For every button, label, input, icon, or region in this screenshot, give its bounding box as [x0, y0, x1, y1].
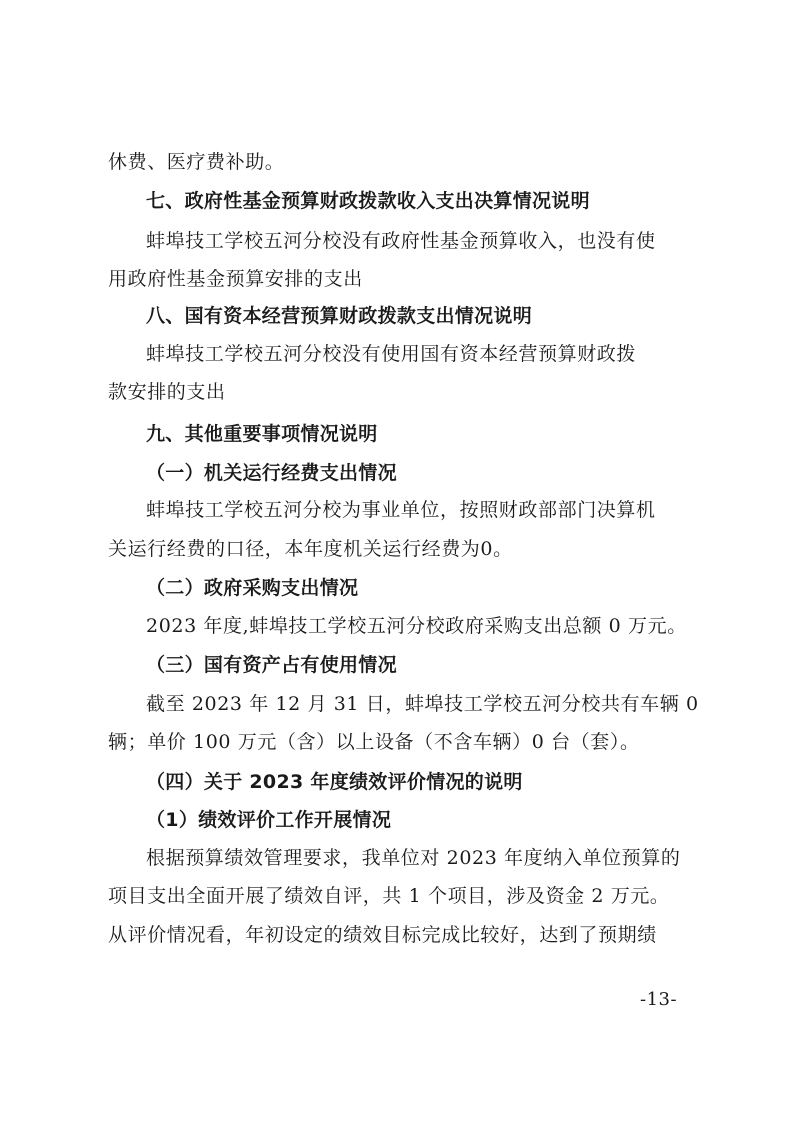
- section-heading-7: 七、政府性基金预算财政拨款收入支出决算情况说明: [146, 190, 590, 212]
- page-number: -13-: [640, 989, 678, 1010]
- body-text-line: 蚌埠技工学校五河分校没有使用国有资本经营预算财政拨: [146, 343, 637, 365]
- subsection-heading-2: （二）政府采购支出情况: [146, 577, 359, 599]
- body-text-line: 截至 2023 年 12 月 31 日，蚌埠技工学校五河分校共有车辆 0: [146, 693, 699, 715]
- section-heading-9: 九、其他重要事项情况说明: [146, 423, 378, 445]
- body-text-line: 蚌埠技工学校五河分校没有政府性基金预算收入，也没有使: [146, 230, 656, 252]
- body-text-line: 款安排的支出: [108, 381, 226, 403]
- body-text-line: 从评价情况看，年初设定的绩效目标完成比较好，达到了预期绩: [108, 924, 657, 946]
- body-text-line: 2023 年度,蚌埠技工学校五河分校政府采购支出总额 0 万元。: [146, 615, 687, 637]
- body-text-line: 休费、医疗费补助。: [108, 151, 285, 173]
- body-text-line: 根据预算绩效管理要求，我单位对 2023 年度纳入单位预算的: [146, 847, 681, 869]
- body-text-line: 辆；单价 100 万元（含）以上设备（不含车辆）0 台（套）。: [108, 731, 640, 753]
- body-text-line: 用政府性基金预算安排的支出: [108, 268, 363, 290]
- body-text-line: 项目支出全面开展了绩效自评，共 1 个项目，涉及资金 2 万元。: [108, 885, 670, 907]
- subsection-heading-4: （四）关于 2023 年度绩效评价情况的说明: [146, 771, 523, 793]
- section-heading-8: 八、国有资本经营预算财政拨款支出情况说明: [146, 305, 533, 327]
- subsection-heading-3: （三）国有资产占有使用情况: [146, 654, 397, 676]
- subsection-heading-4-1: （1）绩效评价工作开展情况: [146, 809, 392, 831]
- subsection-heading-1: （一）机关运行经费支出情况: [146, 462, 397, 484]
- body-text-line: 蚌埠技工学校五河分校为事业单位，按照财政部部门决算机: [146, 499, 656, 521]
- body-text-line: 关运行经费的口径，本年度机关运行经费为0。: [108, 538, 513, 560]
